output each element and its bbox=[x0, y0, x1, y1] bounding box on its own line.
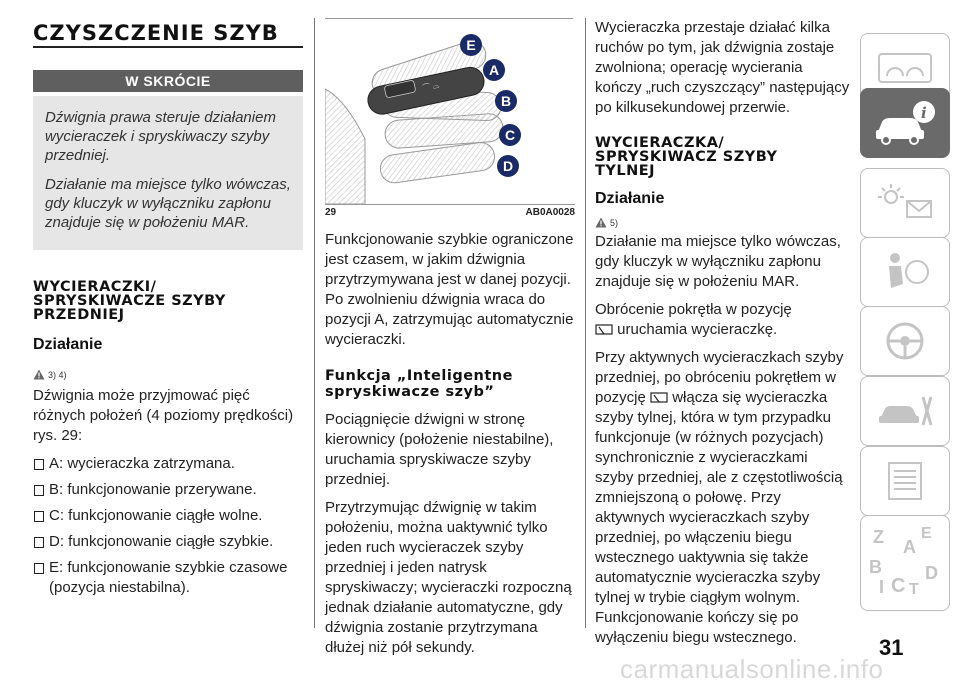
list-item bbox=[33, 532, 303, 552]
title-underline bbox=[33, 46, 303, 48]
index-letter: A bbox=[903, 537, 916, 557]
subsection-title: Działanie bbox=[595, 190, 665, 207]
column-right bbox=[595, 18, 850, 648]
summary-paragraph: Działanie ma miejsce tylko wówczas, gdy kluczyk w wyłączniku zapłonu znajduje się w położeniu MAR. bbox=[45, 176, 291, 231]
alphabetical-index-icon bbox=[865, 523, 945, 603]
tab-service[interactable] bbox=[860, 376, 950, 446]
text-fragment: uruchamia wycieraczkę. bbox=[617, 321, 778, 338]
positions-intro: Dźwignia może przyjmować pięć różnych położeń (4 poziomy prędkości) rys. 29: bbox=[33, 387, 294, 444]
rear-wiper-icon bbox=[650, 391, 668, 405]
checkbox-bullet-icon bbox=[34, 485, 44, 496]
svg-text:⌒ ⌓: ⌒ ⌓ bbox=[421, 80, 440, 93]
warning-ref-numbers: 3) 4) bbox=[48, 370, 67, 380]
warning-reference bbox=[595, 214, 850, 228]
warning-triangle-icon bbox=[595, 217, 607, 228]
figure-label-b: B bbox=[495, 90, 517, 112]
summary-body bbox=[33, 96, 303, 250]
tab-specifications[interactable] bbox=[860, 446, 950, 516]
tab-index[interactable] bbox=[860, 515, 950, 611]
paragraph: Funkcjonowanie szybkie ograniczone jest czasem, w jakim dźwignia przytrzymywana jest w danej pozycji. Po zwolnieniu dźwignia wraca do pozycji A, zatrzymując automatycznie wycieraczki. bbox=[325, 231, 574, 348]
paragraph: Działanie ma miejsce tylko wówczas, gdy kluczyk w wyłączniku zapłonu znajduje się w położeniu MAR. bbox=[595, 233, 841, 290]
airbag-safety-icon bbox=[873, 250, 937, 294]
paragraph: Wycieraczka przestaje działać kilka ruchów po tym, jak dźwignia zostaje zwolniona; operację wycierania kończy „ruch czyszczący” następujący po kilkusekundowej przerwie. bbox=[595, 19, 850, 116]
car-info-icon bbox=[870, 98, 940, 148]
warning-reference bbox=[33, 366, 303, 380]
list-item bbox=[33, 454, 303, 474]
paragraph: Przytrzymując dźwignię w takim położeniu, można uaktywnić tylko jeden ruch wycieraczek szyby przedniej i jeden natrysk spryskiwaczy; wycieraczki rozpoczną jednak działanie automatyczne, gdy dźwignia zostanie przytrzymana dłużej niż pół sekundy. bbox=[325, 499, 572, 656]
page-number: 31 bbox=[879, 635, 904, 660]
column-middle bbox=[325, 18, 575, 658]
index-letter: Z bbox=[873, 527, 884, 547]
tab-warning-lights[interactable] bbox=[860, 168, 950, 238]
summary-header: W SKRÓCIE bbox=[33, 70, 303, 92]
watermark: carmanualsonline.info bbox=[620, 654, 884, 684]
section-title-rear-wiper: WYCIERACZKA/ SPRYSKIWACZ SZYBY TYLNEJ bbox=[595, 135, 778, 179]
text-fragment: Obrócenie pokrętła w pozycję bbox=[595, 301, 792, 318]
svg-text:i: i bbox=[921, 104, 927, 122]
car-dashboard-icon bbox=[873, 46, 937, 90]
steering-wheel-icon bbox=[873, 319, 937, 363]
column-divider-left bbox=[314, 18, 315, 628]
summary-paragraph: Dźwignia prawa steruje działaniem wycieraczek i spryskiwaczy szyby przedniej. bbox=[45, 109, 276, 164]
warning-lights-icon bbox=[873, 181, 937, 225]
car-service-tools-icon bbox=[873, 389, 937, 433]
paragraph: Pociągnięcie dźwigni w stronę kierownicy (położenie niestabilne), uruchamia spryskiwacze szyby przedniej. bbox=[325, 411, 554, 488]
index-letter: C bbox=[891, 575, 906, 597]
specifications-list-icon bbox=[873, 459, 937, 503]
figure-caption bbox=[325, 204, 575, 218]
figure-label-d: D bbox=[497, 155, 519, 177]
subsection-title: Działanie bbox=[33, 336, 103, 353]
column-left bbox=[33, 18, 303, 604]
warning-ref-number: 5) bbox=[610, 218, 619, 228]
checkbox-bullet-icon bbox=[34, 537, 44, 548]
list-item-text: D: funkcjonowanie ciągłe szybkie. bbox=[49, 533, 274, 550]
warning-triangle-icon bbox=[33, 369, 45, 380]
figure-code: AB0A0028 bbox=[525, 207, 575, 218]
section-title-smart-washers: Funkcja „Inteligentne spryskiwacze szyb” bbox=[325, 368, 513, 400]
checkbox-bullet-icon bbox=[34, 511, 44, 522]
index-letter: T bbox=[909, 581, 919, 598]
wiper-lever-illustration bbox=[325, 19, 573, 204]
text-fragment: Przy aktywnych wycieraczkach szyby przedniej, po obróceniu pokrętłem w pozycję bbox=[595, 349, 844, 406]
text-fragment: włącza się wycieraczka szyby tylnej, która w tym przypadku funkcjonuje (w różnych pozycjach) synchronicznie z wycieraczkami szyby przedniej, ale z częstotliwością zmniejszoną o połowę. Przy aktywnych wycieraczkach szyby przedniej, po włączeniu biegu wstecznego uaktywnia się także automatycznie wycieraczka szyby tylnej w trybie ciągłym wolnym. Funkcjonowanie kończy się po wyłączeniu biegu wstecznego. bbox=[595, 389, 843, 646]
list-item bbox=[33, 480, 303, 500]
figure-label-c: C bbox=[499, 124, 521, 146]
tab-safety[interactable] bbox=[860, 237, 950, 307]
section-title-front-wipers: WYCIERACZKI/ SPRYSKIWACZE SZYBY PRZEDNIEJ bbox=[33, 279, 226, 323]
index-letter: B bbox=[869, 557, 882, 577]
list-item-text: A: wycieraczka zatrzymana. bbox=[49, 455, 235, 472]
column-divider-right bbox=[585, 18, 586, 628]
paragraph bbox=[595, 348, 850, 648]
list-item-text: C: funkcjonowanie ciągłe wolne. bbox=[49, 507, 263, 524]
positions-list bbox=[33, 454, 303, 598]
checkbox-bullet-icon bbox=[34, 563, 44, 574]
list-item bbox=[33, 558, 303, 598]
rear-wiper-icon bbox=[595, 323, 613, 337]
figure-label-e: E bbox=[460, 34, 482, 56]
list-item-text: B: funkcjonowanie przerywane. bbox=[49, 481, 257, 498]
index-letter: E bbox=[921, 525, 932, 542]
figure-number: 29 bbox=[325, 207, 337, 218]
index-letter: I bbox=[879, 577, 885, 597]
figure-label-a: A bbox=[483, 59, 505, 81]
page-title: CZYSZCZENIE SZYB bbox=[33, 21, 279, 45]
wiper-lever-figure bbox=[325, 18, 573, 204]
summary-box bbox=[33, 70, 303, 250]
paragraph bbox=[595, 300, 850, 340]
tab-car-info[interactable] bbox=[860, 88, 950, 158]
checkbox-bullet-icon bbox=[34, 459, 44, 470]
list-item-text: E: funkcjonowanie szybkie czasowe (pozycja niestabilna). bbox=[49, 559, 288, 596]
list-item bbox=[33, 506, 303, 526]
index-letter: D bbox=[925, 563, 938, 583]
tab-driving[interactable] bbox=[860, 306, 950, 376]
